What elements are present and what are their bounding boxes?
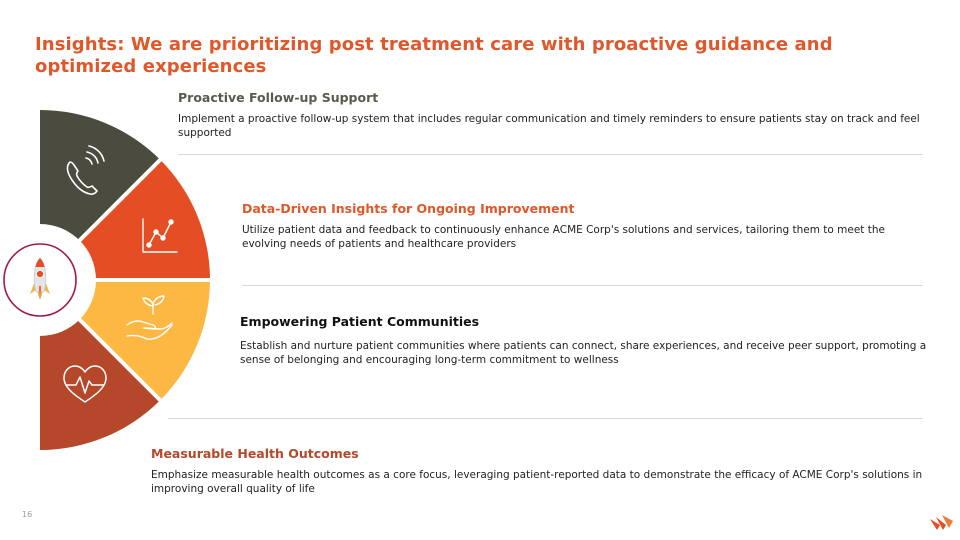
section-body: Utilize patient data and feedback to continuously enhance ACME Corp's solutions and services, tailoring them to meet the evolving needs of patients and healthcare providers xyxy=(242,224,885,250)
divider xyxy=(168,418,923,419)
section-body: Implement a proactive follow-up system that includes regular communication and timely reminders to ensure patients stay on track and feel supported xyxy=(178,113,920,139)
section-body: Establish and nurture patient communities where patients can connect, share experiences, and receive peer support, promoting a sense of belonging and encouraging long-term commitment to wellness xyxy=(240,340,927,366)
section-body: Emphasize measurable health outcomes as a core focus, leveraging patient-reported data to demonstrate the efficacy of ACME Corp's solutions in improving overall quality of life xyxy=(151,469,923,495)
section-title: Proactive Follow-up Support xyxy=(178,90,379,105)
divider xyxy=(178,154,923,155)
section-patient-communities xyxy=(240,314,940,367)
rocket-icon xyxy=(4,244,76,316)
section-title: Measurable Health Outcomes xyxy=(151,446,359,461)
section-health-outcomes xyxy=(151,446,931,496)
divider xyxy=(242,285,923,286)
page-number: 16 xyxy=(22,510,33,519)
slide-title: Insights: We are prioritizing post treatment care with proactive guidance and optimized experiences xyxy=(35,34,833,77)
section-proactive-follow-up xyxy=(178,90,923,140)
brand-logo-icon xyxy=(928,513,954,533)
section-data-driven xyxy=(242,201,917,251)
section-title: Data-Driven Insights for Ongoing Improvement xyxy=(242,201,575,216)
section-title: Empowering Patient Communities xyxy=(240,314,480,329)
